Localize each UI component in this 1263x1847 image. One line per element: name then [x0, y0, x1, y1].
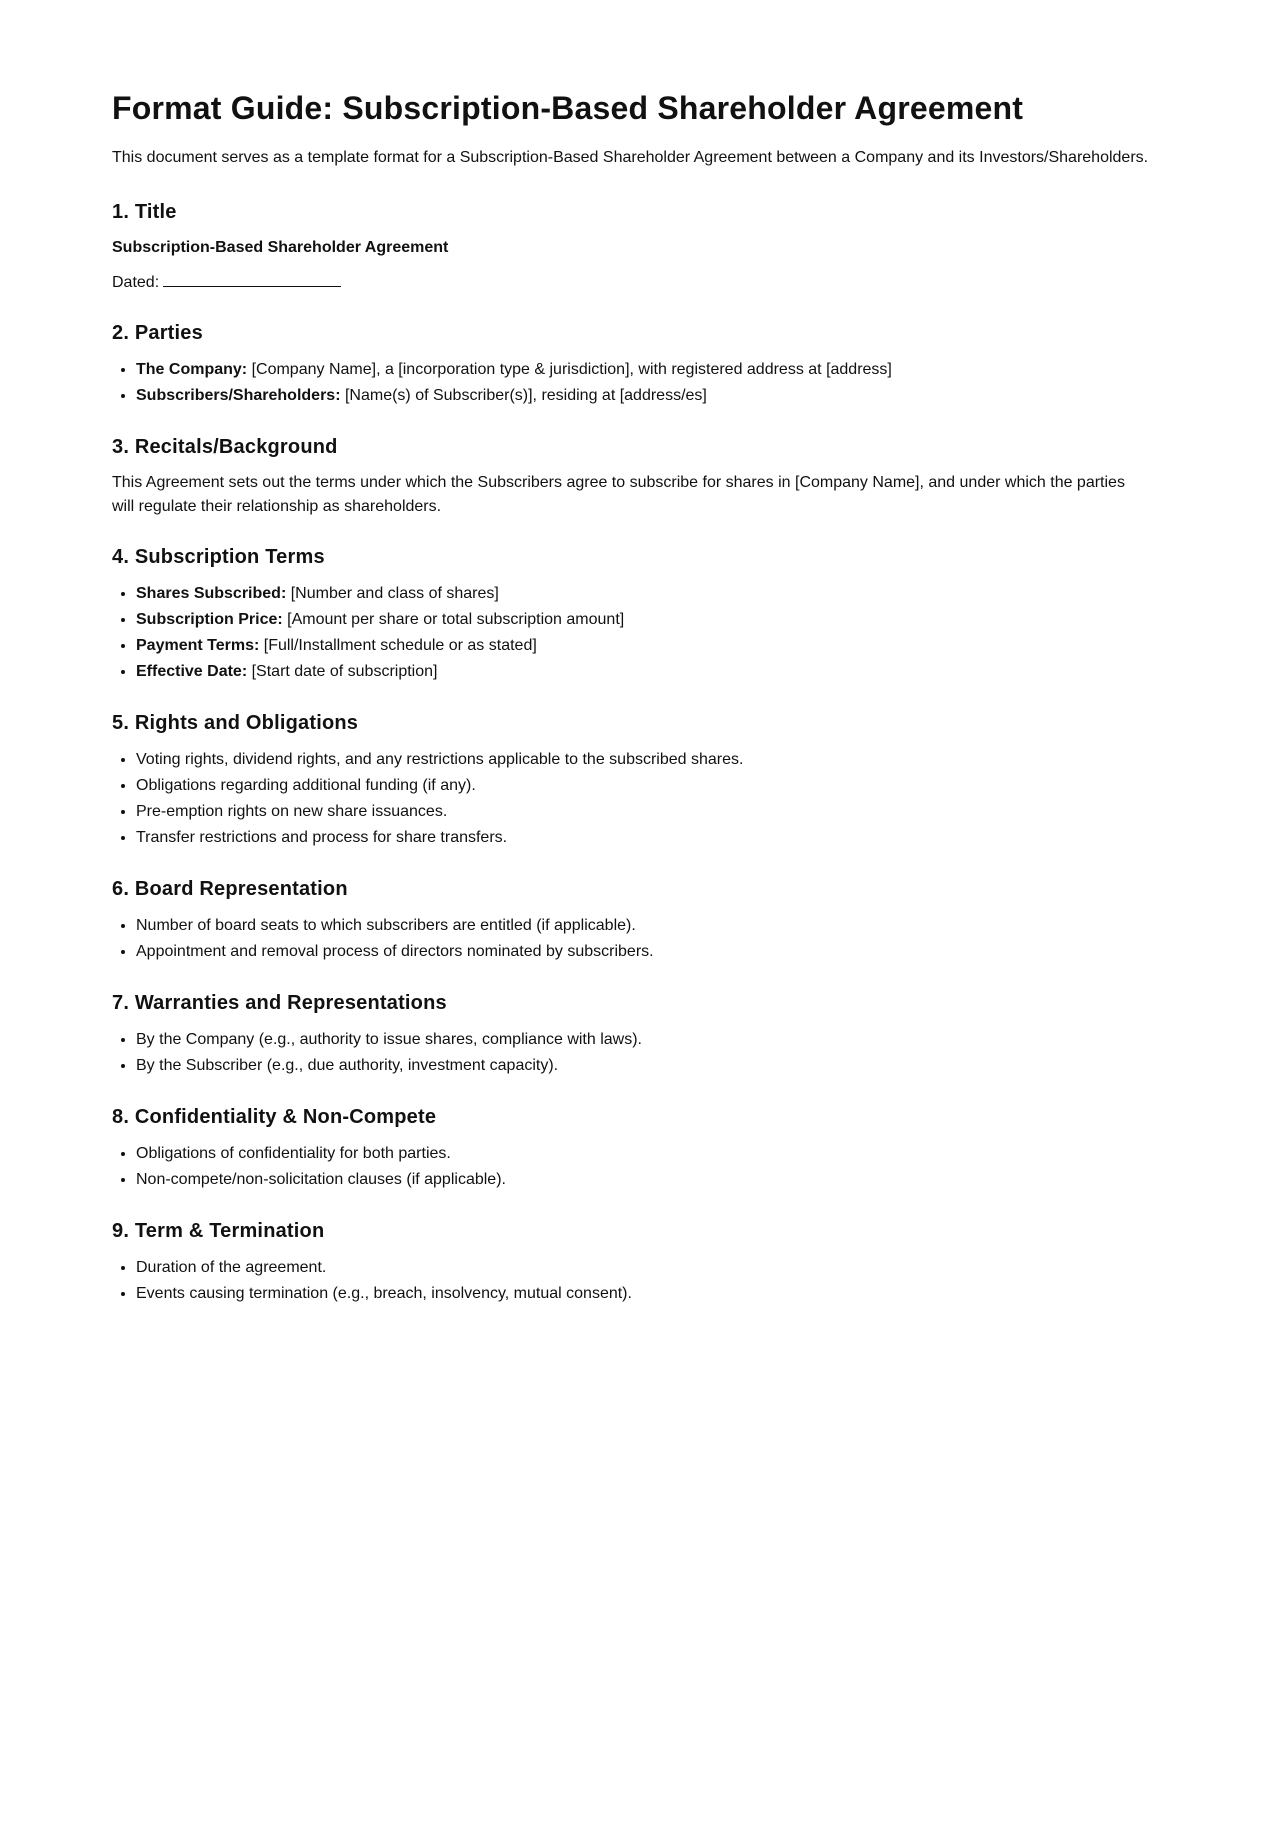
item-label: Shares Subscribed: — [136, 585, 287, 602]
list-item: • By the Company (e.g., authority to issue shares, compliance with laws). — [136, 1027, 1151, 1053]
section-heading: 3. Recitals/Background — [112, 436, 338, 458]
section-rights-obligations — [112, 709, 1151, 851]
agreement-title: Subscription-Based Shareholder Agreement — [112, 239, 449, 256]
item-text: [Number and class of shares] — [286, 585, 499, 602]
section-warranties — [112, 989, 1151, 1079]
section-heading: 7. Warranties and Representations — [112, 992, 447, 1014]
list-item: • By the Subscriber (e.g., due authority, investment capacity). — [136, 1053, 1151, 1079]
intro-paragraph: This document serves as a template format for a Subscription-Based Shareholder Agreement between a Company and its Investors/Shareholders. — [112, 149, 1149, 166]
list-item: • Obligations of confidentiality for both parties. — [136, 1141, 1151, 1167]
list-item: • Voting rights, dividend rights, and any restrictions applicable to the subscribed shares. — [136, 747, 1151, 773]
item-text: [Name(s) of Subscriber(s)], residing at [address/es] — [340, 387, 707, 404]
list-item: • Appointment and removal process of directors nominated by subscribers. — [136, 939, 1151, 965]
item-label: Subscribers/Shareholders: — [136, 387, 341, 404]
list-item — [136, 607, 1151, 633]
item-text: [Company Name], a [incorporation type & jurisdiction], with registered address at [address] — [247, 361, 892, 378]
recitals-paragraph: This Agreement sets out the terms under which the Subscribers agree to subscribe for shares in [Company Name], and under which the parties will regulate their relationship as shareholders. — [112, 474, 1125, 515]
section-parties — [112, 319, 1151, 409]
section-subscription-terms — [112, 543, 1151, 685]
list-item: • Duration of the agreement. — [136, 1255, 1151, 1281]
item-label: Subscription Price: — [136, 611, 283, 628]
list-item: • Non-compete/non-solicitation clauses (if applicable). — [136, 1167, 1151, 1193]
subscription-terms-list — [112, 581, 1151, 685]
page-title: Format Guide: Subscription-Based Shareholder Agreement — [112, 90, 1024, 126]
item-label: The Company: — [136, 361, 248, 378]
section-title — [112, 198, 1151, 295]
section-board-representation — [112, 875, 1151, 965]
item-text: [Full/Installment schedule or as stated] — [259, 637, 537, 654]
item-label: Effective Date: — [136, 663, 248, 680]
section-heading: 1. Title — [112, 201, 177, 223]
section-heading: 2. Parties — [112, 322, 203, 344]
section-term-termination — [112, 1217, 1151, 1307]
list-item: • Number of board seats to which subscribers are entitled (if applicable). — [136, 913, 1151, 939]
section-heading: 4. Subscription Terms — [112, 546, 325, 568]
section-heading: 8. Confidentiality & Non-Compete — [112, 1106, 437, 1128]
item-label: Payment Terms: — [136, 637, 260, 654]
dated-label: Dated: — [112, 274, 160, 291]
confidentiality-list — [112, 1141, 1151, 1193]
parties-list — [112, 357, 1151, 409]
rights-list — [112, 747, 1151, 851]
list-item: • Transfer restrictions and process for share transfers. — [136, 825, 1151, 851]
list-item: • Obligations regarding additional funding (if any). — [136, 773, 1151, 799]
section-recitals — [112, 433, 1151, 519]
section-heading: 5. Rights and Obligations — [112, 712, 359, 734]
list-item — [136, 357, 1151, 383]
list-item — [136, 383, 1151, 409]
board-list — [112, 913, 1151, 965]
list-item: • Pre-emption rights on new share issuances. — [136, 799, 1151, 825]
list-item: • Events causing termination (e.g., breach, insolvency, mutual consent). — [136, 1281, 1151, 1307]
termination-list — [112, 1255, 1151, 1307]
item-text: [Start date of subscription] — [247, 663, 438, 680]
section-heading: 6. Board Representation — [112, 878, 348, 900]
section-confidentiality — [112, 1103, 1151, 1193]
list-item — [136, 633, 1151, 659]
section-heading: 9. Term & Termination — [112, 1220, 325, 1242]
item-text: [Amount per share or total subscription amount] — [282, 611, 625, 628]
dated-blank-line — [163, 270, 341, 287]
dated-row — [112, 270, 1151, 295]
warranties-list — [112, 1027, 1151, 1079]
list-item — [136, 659, 1151, 685]
list-item — [136, 581, 1151, 607]
